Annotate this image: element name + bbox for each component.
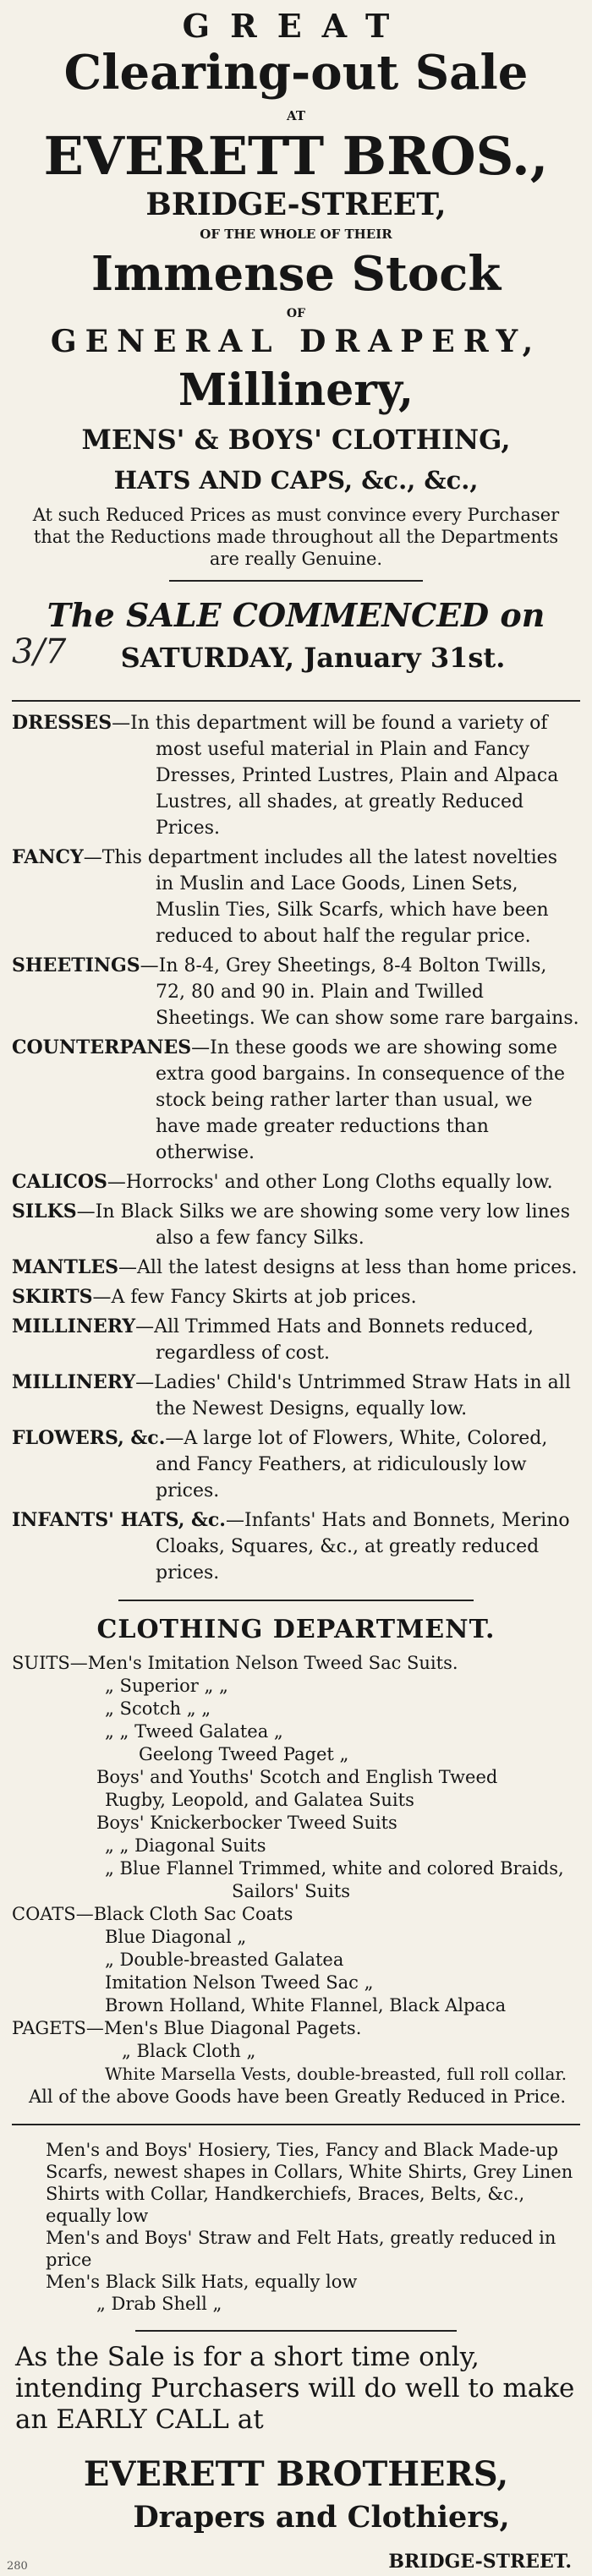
dept-mantles: MANTLES—All the latest designs at less than home prices. [12,1256,578,1278]
misc-item: „ Drab Shell „ [96,2294,222,2314]
closing [7,2342,580,2576]
clothing-line: White Marsella Vests, double-breasted, full roll collar. [105,2064,567,2084]
dept-skirts: SKIRTS—A few Fancy Skirts at job prices. [12,1286,417,1308]
clothing-line: „ „ Tweed Galatea „ [105,1721,283,1742]
divider [12,700,580,702]
dept-sheetings: SHEETINGS—In 8-4, Grey Sheetings, 8-4 Bolton Twills, 72, 80 and 90 in. Plain and Twilled Sheetings. We can show some rare bargains. [12,954,579,1029]
millinery-heading: Millinery, [178,364,414,416]
clothing-line: „ Double-breasted Galatea [105,1950,344,1970]
clothing-line: PAGETS—Men's Blue Diagonal Pagets. [12,2018,362,2038]
closing-trade: Drapers and Clothiers, [133,2500,510,2535]
clothing-line: COATS—Black Cloth Sac Coats [12,1904,293,1924]
dept-dresses: DRESSES—In this department will be found a variety of most useful material in Plain and Fancy Dresses, Printed Lustres, Plain and Alpaca Lustres, all shades, at greatly Reduced Prices. [12,712,559,839]
dept-millinery-trimmed: MILLINERY—All Trimmed Hats and Bonnets reduced, regardless of cost. [12,1315,534,1364]
clothing-line: „ Black Cloth „ [122,2041,256,2061]
clothing-line: Imitation Nelson Tweed Sac „ [105,1972,374,1993]
clothing-line: Rugby, Leopold, and Galatea Suits [105,1790,414,1810]
misc-item: Men's and Boys' Hosiery, Ties, Fancy and Black Made-up Scarfs, newest shapes in Collars, White Shirts, Grey Linen Shirts with Collar, Handkerchiefs, Braces, Belts, &c., equally low [46,2140,573,2226]
clothing-line: „ Scotch „ „ [105,1698,211,1719]
clothing-list [12,1652,580,2108]
dept-millinery-untrimmed: MILLINERY—Ladies' Child's Untrimmed Straw Hats in all the Newest Designs, equally low. [12,1371,571,1419]
clothing-line: „ „ Diagonal Suits [105,1835,266,1856]
at-label: AT [287,108,305,123]
closing-firm: EVERETT BROTHERS, [83,2454,509,2494]
street-heading: BRIDGE-STREET, [145,187,447,222]
firm-heading: EVERETT BROS., [43,125,549,187]
hats-heading: HATS AND CAPS, &c., &c., [113,466,479,495]
dept-flowers: FLOWERS, &c.—A large lot of Flowers, White, Colored, and Fancy Feathers, at ridiculously low prices. [12,1427,548,1501]
dept-calicos: CALICOS—Horrocks' and other Long Cloths equally low. [12,1171,553,1193]
clothing-line: „ Superior „ „ [105,1676,228,1696]
handwritten-date-annotation: 3/7 [12,632,67,671]
clothing-line: Brown Holland, White Flannel, Black Alpaca [105,1995,507,2015]
department-list [12,710,580,1586]
sale-commenced [12,593,580,695]
misc-item: Men's and Boys' Straw and Felt Hats, greatly reduced in price [46,2228,556,2270]
divider [135,2330,457,2332]
dept-silks: SILKS—In Black Silks we are showing some very low lines also a few fancy Silks. [12,1200,570,1249]
clothing-line: Sailors' Suits [232,1881,351,1901]
whole-label: OF THE WHOLE OF THEIR [200,227,392,242]
reduced-prices-text: At such Reduced Prices as must convince every Purchaser that the Reductions made throughout all the Departments are really Genuine. [32,505,560,569]
clothing-department [12,1613,580,2108]
clothing-line: „ Blue Flannel Trimmed, white and colored Braids, [105,1858,564,1879]
clothing-department-heading: CLOTHING DEPARTMENT. [96,1615,496,1644]
clothing-line: SUITS—Men's Imitation Nelson Tweed Sac Suits. [12,1653,458,1673]
clothing-line: Boys' Knickerbocker Tweed Suits [96,1813,397,1833]
early-call-text: As the Sale is for a short time only, intending Purchasers will do well to make an EARLY CALL at [15,2342,575,2435]
dept-counterpanes: COUNTERPANES—In these goods we are showing some extra good bargains. In consequence of the stock being rather larter than usual, we have made greater reductions than otherwise. [12,1036,566,1163]
commenced-line: The SALE COMMENCED on [47,596,545,634]
drapery-heading: GENERAL DRAPERY, [50,324,542,359]
clothing-line: Geelong Tweed Paget „ [139,1744,349,1764]
commenced-date: SATURDAY, January 31st. [120,642,506,674]
clothing-line: All of the above Goods have been Greatly Reduced in Price. [29,2087,567,2107]
page-mark: 280 [7,2560,28,2573]
of-label: OF [286,307,306,320]
stock-heading: Immense Stock [90,246,502,302]
great-heading: GREAT [182,7,410,45]
clothing-line: Blue Diagonal „ [105,1927,247,1947]
clothing-line: Boys' and Youths' Scotch and English Tweed [96,1767,498,1787]
divider [118,1600,474,1601]
dept-infants-hats: INFANTS' HATS, &c.—Infants' Hats and Bonnets, Merino Cloaks, Squares, &c., at greatly reduced prices. [12,1509,570,1583]
accessories-list [12,2139,580,2315]
closing-street: BRIDGE-STREET. [388,2551,572,2573]
clothing-heading: MENS' & BOYS' CLOTHING, [81,424,511,456]
divider [12,2124,580,2125]
masthead [12,8,580,580]
divider [169,580,423,582]
misc-item: Men's Black Silk Hats, equally low [46,2272,358,2292]
dept-fancy: FANCY—This department includes all the latest novelties in Muslin and Lace Goods, Linen Sets, Muslin Ties, Silk Scarfs, which have been reduced to about half the regular price. [12,846,557,947]
sale-heading: Clearing-out Sale [63,45,529,101]
